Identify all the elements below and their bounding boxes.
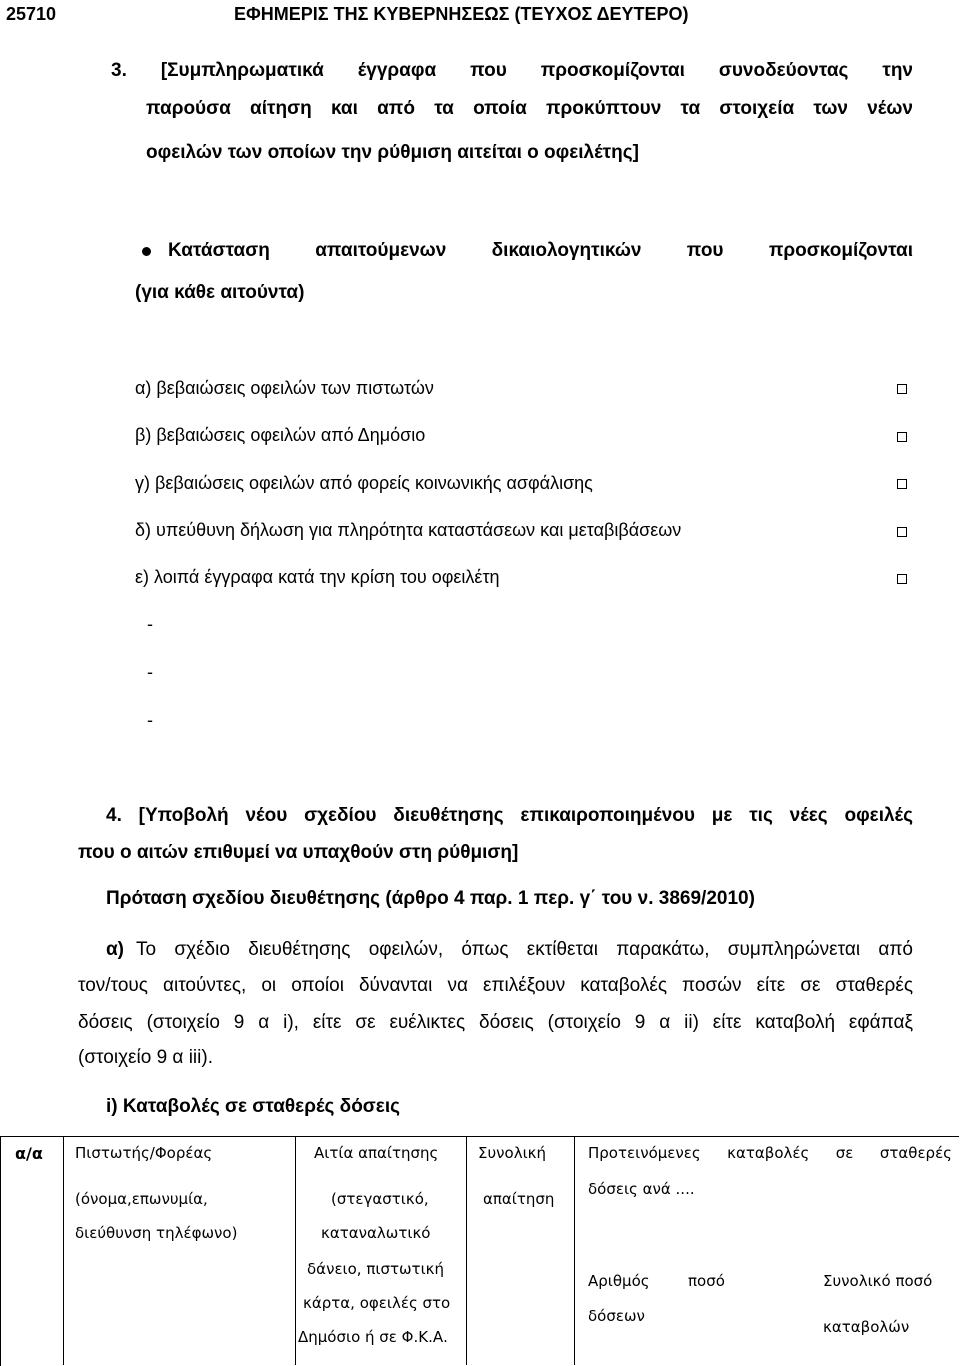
dash-line-3: - xyxy=(147,710,153,730)
col-aa-header: α/α xyxy=(15,1144,43,1163)
checkbox-item-b[interactable] xyxy=(897,432,907,442)
documents-heading-line1: Κατάσταση απαιτούμενων δικαιολογητικών που προσκομίζονται xyxy=(168,240,913,261)
subheading-fixed-installments: i) Καταβολές σε σταθερές δόσεις xyxy=(106,1096,400,1117)
para-line1: Το σχέδιο διευθέτησης οφειλών, όπως εκτίθεται παρακάτω, συμπληρώνεται από xyxy=(136,939,913,960)
col-cause-sub4: κάρτα, οφειλές στο xyxy=(303,1294,451,1312)
para-label: α) xyxy=(106,939,125,960)
document-item-b: β) βεβαιώσεις οφειλών από Δημόσιο xyxy=(135,425,426,445)
checkbox-item-a[interactable] xyxy=(897,384,907,394)
col-proposed-header-text: Προτεινόμενες καταβολές σε σταθερές xyxy=(588,1144,952,1162)
document-item-d: δ) υπεύθυνη δήλωση για πληρότητα καταστάσεων και μεταβιβάσεων xyxy=(135,520,682,540)
col-total-sub: απαίτηση xyxy=(483,1190,555,1208)
col-creditor-sub1: (όνομα,επωνυμία, xyxy=(75,1190,208,1208)
sub-amount-header: ποσό xyxy=(688,1272,725,1290)
dash-line-1: - xyxy=(147,614,153,634)
document-item-c: γ) βεβαιώσεις οφειλών από φορείς κοινωνικής ασφάλισης xyxy=(135,473,593,493)
table-divider-2 xyxy=(295,1136,296,1365)
document-item-a: α) βεβαιώσεις οφειλών των πιστωτών xyxy=(135,378,434,398)
col-cause-sub2: καταναλωτικό xyxy=(321,1224,431,1242)
table-divider-3 xyxy=(466,1136,467,1365)
col-cause-sub5: Δημόσιο ή σε Φ.Κ.Α. xyxy=(298,1328,448,1346)
section4-line2: που ο αιτών επιθυμεί να υπαχθούν στη ρύθμιση] xyxy=(78,842,519,863)
section3-line1: 3. [Συμπληρωματικά έγγραφα που προσκομίζονται συνοδεύοντας την xyxy=(111,60,913,81)
installments-table xyxy=(0,1136,959,1366)
document-item-e: ε) λοιπά έγγραφα κατά την κρίση του οφειλέτη xyxy=(135,567,500,587)
bullet-icon xyxy=(142,247,151,256)
para-line4: (στοιχείο 9 α iii). xyxy=(78,1047,213,1068)
col-total-header: Συνολική xyxy=(478,1144,547,1162)
checkbox-item-e[interactable] xyxy=(897,574,907,584)
checkbox-item-c[interactable] xyxy=(897,479,907,489)
checkbox-item-d[interactable] xyxy=(897,527,907,537)
para-line3: δόσεις (στοιχείο 9 α i), είτε σε ευέλικτες δόσεις (στοιχείο 9 α ii) είτε καταβολή εφάπαξ xyxy=(78,1012,913,1033)
col-proposed-header xyxy=(588,1144,952,1162)
documents-heading-line2: (για κάθε αιτούντα) xyxy=(135,282,305,303)
table-divider-4 xyxy=(574,1136,575,1365)
gazette-title: ΕΦΗΜΕΡΙΣ ΤΗΣ ΚΥΒΕΡΝΗΣΕΩΣ (ΤΕΥΧΟΣ ΔΕΥΤΕΡΟ) xyxy=(234,4,689,24)
sub-installments-sub: δόσεων xyxy=(588,1307,645,1325)
col-cause-sub3: δάνειο, πιστωτική xyxy=(307,1260,444,1278)
sub-total-header: Συνολικό ποσό xyxy=(823,1272,933,1290)
section3-line3: οφειλών των οποίων την ρύθμιση αιτείται ο οφειλέτης] xyxy=(146,142,639,163)
section3-line2: παρούσα αίτηση και από τα οποία προκύπτουν τα στοιχεία των νέων xyxy=(146,98,913,119)
col-cause-header: Αιτία απαίτησης xyxy=(314,1144,439,1162)
dash-line-2: - xyxy=(147,662,153,682)
col-proposed-sub: δόσεις ανά .... xyxy=(588,1180,695,1198)
page-number: 25710 xyxy=(6,4,57,24)
sub-installments-header: Αριθμός xyxy=(588,1272,650,1290)
sub-total-sub: καταβολών xyxy=(823,1318,910,1336)
proposal-title: Πρόταση σχεδίου διευθέτησης (άρθρο 4 παρ. 1 περ. γ΄ του ν. 3869/2010) xyxy=(106,888,755,909)
col-creditor-sub2: διεύθυνση τηλέφωνο) xyxy=(75,1224,238,1242)
col-creditor-header: Πιστωτής/Φορέας xyxy=(75,1144,213,1162)
para-line2: τον/τους αιτούντες, οι οποίοι δύνανται να επιλέξουν καταβολές ποσών είτε σε σταθερές xyxy=(78,975,913,996)
section4-line1: 4. [Υποβολή νέου σχεδίου διευθέτησης επικαιροποιημένου με τις νέες οφειλές xyxy=(106,805,913,826)
table-divider-1 xyxy=(63,1136,64,1365)
col-cause-sub1: (στεγαστικό, xyxy=(331,1190,429,1208)
